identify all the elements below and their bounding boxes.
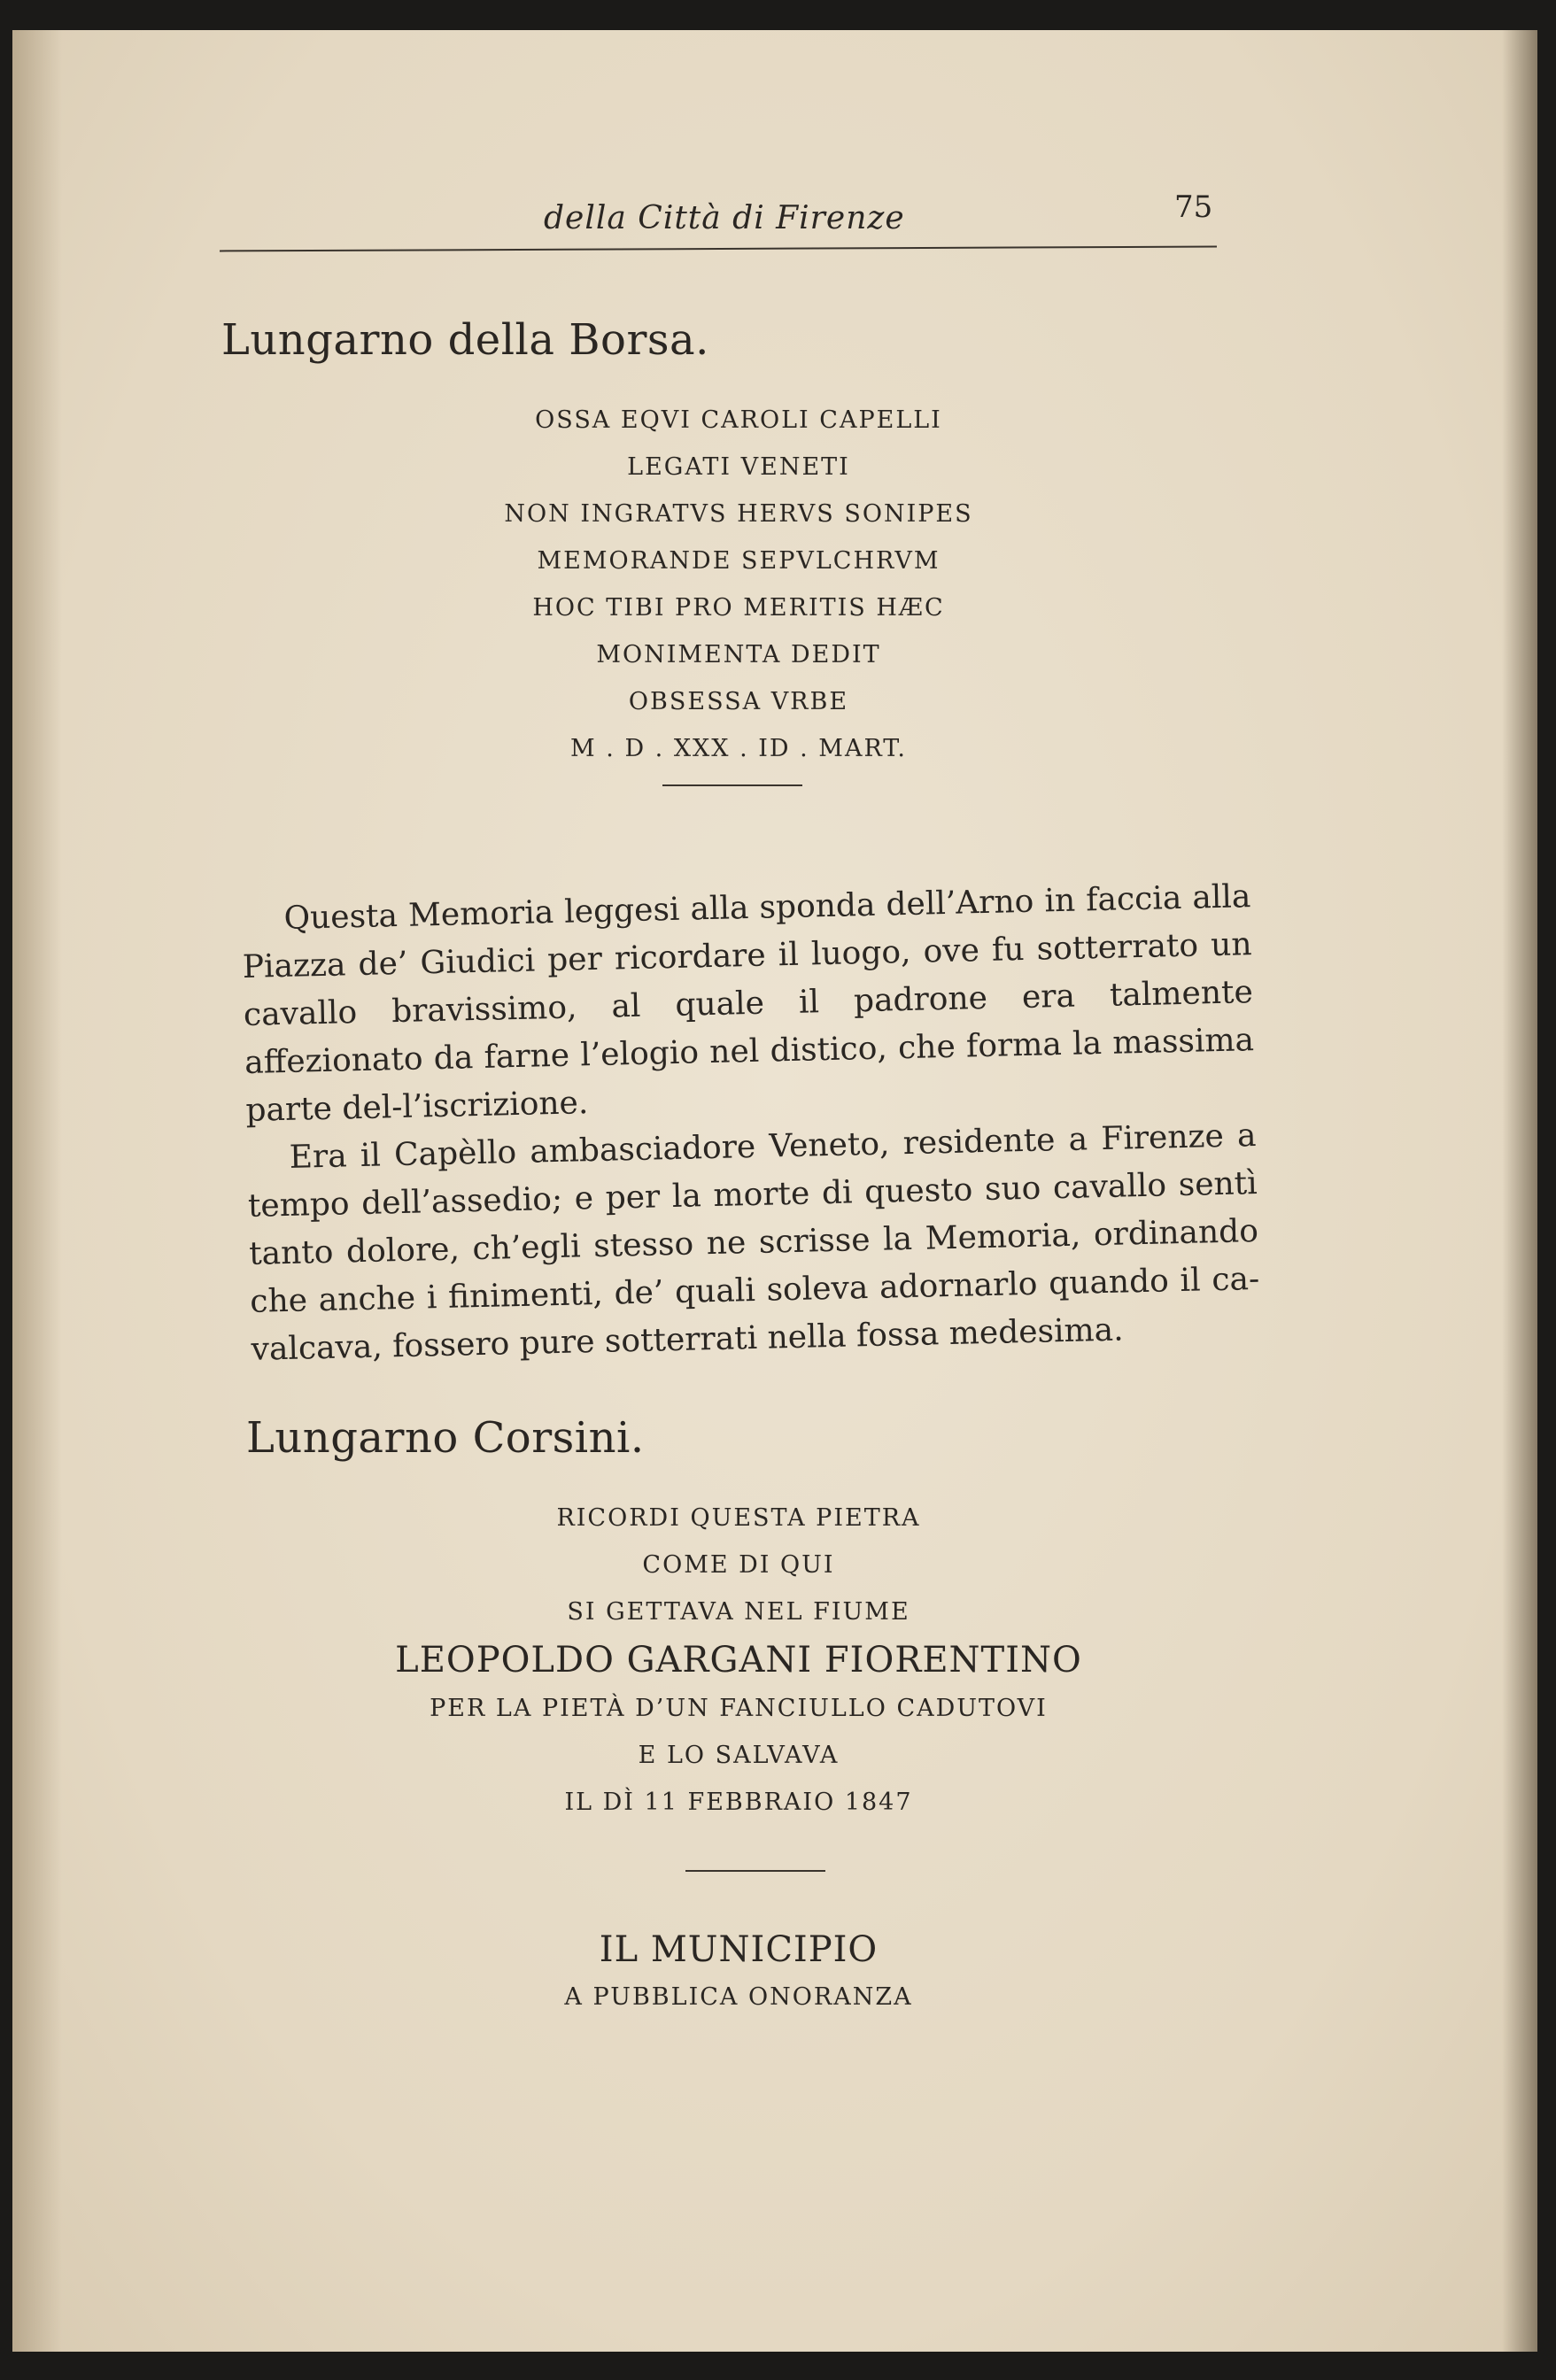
section-heading-corsini: Lungarno Corsini. — [246, 1413, 645, 1463]
inscription-line: SI GETTAVA NEL FIUME — [567, 1598, 910, 1626]
inscription-line-large: LEOPOLDO GARGANI FIORENTINO — [395, 1640, 1082, 1681]
page-gutter-shadow — [12, 30, 62, 2352]
page-edge-shadow — [1502, 30, 1537, 2352]
inscription-line: LEGATI VENETI — [627, 453, 850, 481]
signature-line: A PUBBLICA ONORANZA — [564, 1983, 913, 2011]
inscription-line: IL DÌ 11 FEBBRAIO 1847 — [564, 1789, 913, 1816]
signature-divider-rule — [685, 1870, 825, 1872]
inscription-line: NON INGRATVS HERVS SONIPES — [504, 500, 973, 528]
section-divider-rule — [662, 784, 802, 786]
inscription-line: COME DI QUI — [642, 1551, 835, 1579]
inscription-line: OBSESSA VRBE — [628, 688, 849, 715]
inscription-line: MEMORANDE SEPVLCHRVM — [537, 547, 941, 575]
signature-line: IL MUNICIPIO — [599, 1929, 879, 1970]
inscription-line: M . D . XXX . ID . MART. — [570, 735, 907, 762]
inscription-line: MONIMENTA DEDIT — [596, 641, 881, 668]
inscription-borsa — [331, 397, 1146, 772]
inscription-line: PER LA PIETÀ D’UN FANCIULLO CADUTOVI — [430, 1695, 1048, 1722]
inscription-corsini — [331, 1495, 1146, 1826]
paragraph: Questa Memoria leggesi alla sponda dell’Arno in faccia alla Piazza de’ Giudici per ricordare il luogo, ove fu sotterrato un cavallo bravissimo, al quale il padrone era talmente affezionato da farne l’elogio nel distico, che forma la massima parte del-l’iscrizione. — [242, 878, 1255, 1129]
page-number: 75 — [1174, 189, 1213, 225]
inscription-line: E LO SALVAVA — [638, 1742, 840, 1769]
book-page — [12, 30, 1537, 2352]
inscription-line: HOC TIBI PRO MERITIS HÆC — [532, 594, 945, 622]
inscription-line: RICORDI QUESTA PIETRA — [556, 1504, 921, 1532]
paragraph: Era il Capèllo ambasciadore Veneto, residente a Firenze a tempo dell’assedio; e per la morte di questo suo cavallo sentì tanto dolore, ch’egli stesso ne scrisse la Memoria, ordinando che anche i finimenti, de’ quali soleva adornarlo quando il ca-valcava, fossero pure sotterrati nella fossa medesima. — [247, 1117, 1260, 1368]
signature-block — [331, 1925, 1146, 2021]
inscription-line: OSSA EQVI CAROLI CAPELLI — [535, 406, 942, 434]
section-heading-borsa: Lungarno della Borsa. — [221, 315, 709, 365]
header-rule — [220, 246, 1217, 252]
body-text-borsa — [241, 873, 1261, 1374]
running-head: della Città di Firenze — [544, 200, 905, 236]
